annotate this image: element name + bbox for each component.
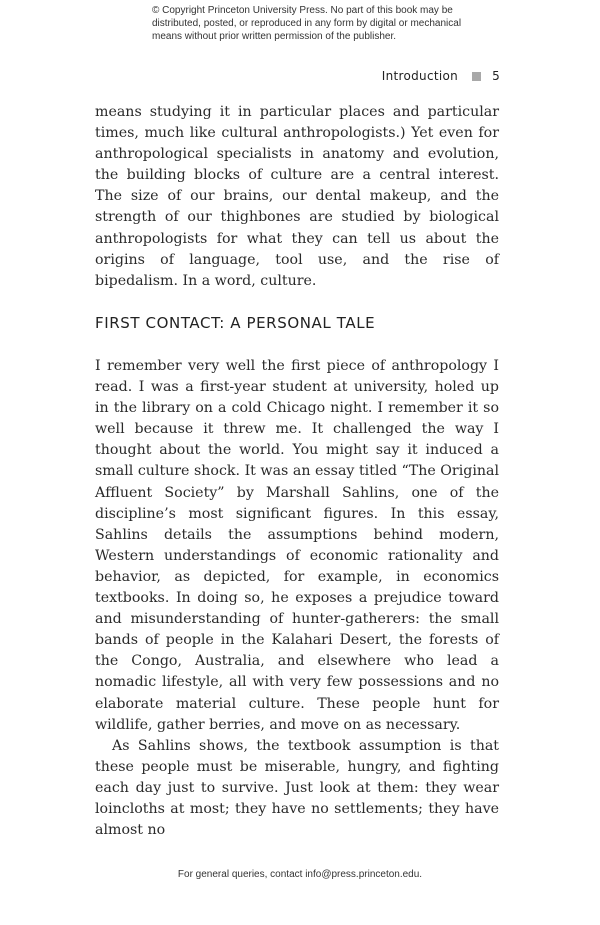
opening-paragraph-block [95,102,499,292]
section-body [95,356,499,841]
paragraph: means studying it in particular places and particular times, much like cultural anthropologists.) Yet even for anthropological specialists in anatomy and evolution, the building blocks of culture are a central interest. The size of our brains, our dental makeup, and the strength of our thighbones are studied by biological anthropologists for what they can tell us about the origins of language, tool use, and the rise of bipedalism. In a word, culture. [95,104,499,289]
chapter-title: Introduction [381,69,459,83]
footer-contact: For general queries, contact info@press.princeton.edu. [177,869,423,880]
copyright-notice: © Copyright Princeton University Press. No part of this book may be distributed, posted, or reproduced in any form by digital or mechanical means without prior written permission of the publisher. [152,5,462,42]
running-head [382,69,500,83]
paragraph: I remember very well the first piece of anthropology I read. I was a first-year student at university, holed up in the library on a cold Chicago night. I remember it so well because it threw me. It challenged the way I thought about the world. You might say it induced a small culture shock. It was an essay titled “The Original Affluent Society” by Marshall Sahlins, one of the discipline’s most significant figures. In this essay, Sahlins details the assumptions behind modern, Western understandings of economic rationality and behavior, as depicted, for example, in economics textbooks. In doing so, he exposes a prejudice toward and misunderstanding of hunter-gatherers: the small bands of people in the Kalahari Desert, the forests of the Congo, Australia, and elsewhere who lead a nomadic lifestyle, all with very few possessions and no elaborate material culture. These people hunt for wildlife, gather berries, and move on as necessary. [95,358,499,733]
square-separator-icon [472,72,481,81]
paragraph: As Sahlins shows, the textbook assumption is that these people must be miserable, hungry, and fighting each day just to survive. Just look at them: they wear loincloths at most; they have no settlements; they have almost no [95,737,499,839]
page-number: 5 [492,69,500,83]
section-heading: FIRST CONTACT: A PERSONAL TALE [95,314,376,332]
